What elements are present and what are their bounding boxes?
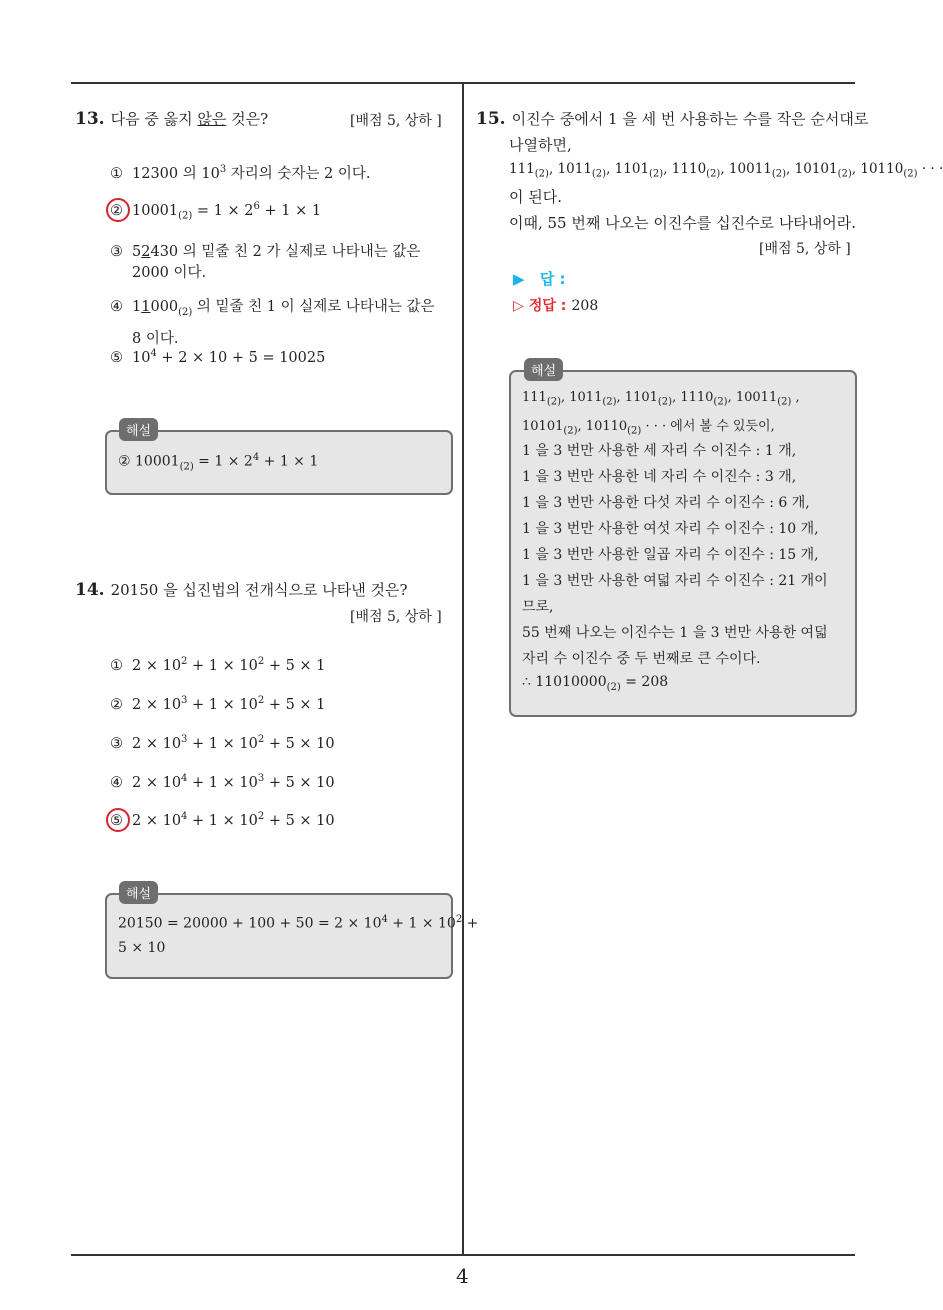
answer-label: 답 : <box>539 270 566 288</box>
q14-option-1[interactable]: ① $2 \times 10^2 + 1 \times 10^2 + 5 \times 1$ <box>110 656 326 674</box>
q15-explanation-line: 1 을 3 번만 사용한 네 자리 수 이진수 : 3 개, <box>522 469 797 485</box>
q15-prompt-line-1: 15. 이진수 중에서 1 을 세 번 사용하는 수를 작은 순서대로 <box>476 109 869 129</box>
q15-explanation-line: 1 을 3 번만 사용한 여섯 자리 수 이진수 : 10 개, <box>522 521 819 537</box>
answer-arrow-icon: ▶ <box>513 270 525 288</box>
q14-option-4[interactable]: ④ $2 \times 10^4 + 1 \times 10^3 + 5 \times 10$ <box>110 773 335 791</box>
q15-explanation-line: 1 을 3 번만 사용한 여덟 자리 수 이진수 : 21 개이 <box>522 573 828 589</box>
q13-explanation-tag: 해설 <box>119 418 158 441</box>
q13-option-2[interactable]: ② $10001_{(2)} = 1 \times 2^6 + 1 \times 1$ <box>110 201 322 222</box>
column-divider <box>462 84 464 1256</box>
correct-value: 208 <box>571 298 599 314</box>
correct-arrow-icon: ▷ <box>513 298 524 314</box>
q14-prompt: 14. 20150 을 십진법의 전개식으로 나타낸 것은? <box>75 580 408 600</box>
q14-selected-circle <box>106 808 130 832</box>
q15-correct-row <box>513 295 598 315</box>
q15-explanation-tag: 해설 <box>524 358 563 381</box>
q15-answer-row[interactable] <box>513 268 566 289</box>
q15-prompt-line-2: 나열하면, <box>509 136 572 154</box>
q14-score: [배점 5, 상하 ] <box>350 609 442 625</box>
q15-explanation-line: 55 번째 나오는 이진수는 1 을 3 번만 사용한 여덟 <box>522 625 828 641</box>
q15-explanation-final: ∴ $11010000_{(2)} = 208$ <box>522 674 669 693</box>
q13-explanation-text: ② $10001_{(2)} = 1 \times 2^4 + 1 \times 1$ <box>118 452 319 473</box>
q15-explanation-line: 1 을 3 번만 사용한 일곱 자리 수 이진수 : 15 개, <box>522 547 819 563</box>
q13-prompt: 13. 다음 중 옳지 않은 것은? <box>75 109 269 129</box>
q14-option-2[interactable]: ② $2 \times 10^3 + 1 \times 10^2 + 5 \times 1$ <box>110 695 326 713</box>
q13-option-3[interactable]: ③ 52430 의 밑줄 친 2 가 실제로 나타내는 값은 2000 이다. <box>110 244 421 281</box>
q14-number: 14. <box>75 580 105 600</box>
q15-explanation-seq-2: $10101_{(2)}$, $10110_{(2)}$ · · · 에서 볼 수 있듯이, <box>522 419 775 437</box>
q14-explanation-tag: 해설 <box>119 881 158 904</box>
q15-score: [배점 5, 상하 ] <box>759 241 851 257</box>
q15-explanation-line: 1 을 3 번만 사용한 세 자리 수 이진수 : 1 개, <box>522 443 797 459</box>
q13-option-1[interactable]: ① 12300 의 $10^3$ 자리의 숫자는 2 이다. <box>110 164 371 182</box>
q14-explanation-line-2: 5 × 10 <box>118 940 166 956</box>
q13-option-4[interactable]: ④ $11000_{(2)}$ 의 밑줄 친 1 이 실제로 나타내는 값은 8 이다. <box>110 299 435 347</box>
q14-option-5[interactable]: ⑤ $2 \times 10^4 + 1 \times 10^2 + 5 \times 10$ <box>110 811 335 829</box>
q13-option-5[interactable]: ⑤ $10^4 + 2 \times 10 + 5 = 10025$ <box>110 348 326 366</box>
q15-explanation-line: 므로, <box>522 599 554 615</box>
q15-number: 15. <box>476 109 506 129</box>
q13-number: 13. <box>75 109 105 129</box>
q13-score: [배점 5, 상하 ] <box>350 113 442 129</box>
q15-sequence: $111_{(2)}$, $1011_{(2)}$, $1101_{(2)}$, $1110_{(2)}$, $10011_{(2)}$, $10101_{(2)}$, $10110_{(2)}$ · · · <box>509 161 943 180</box>
q14-explanation-box <box>105 893 453 979</box>
q15-prompt-line-4: 이 된다. <box>509 188 563 206</box>
q15-explanation-seq-1: $111_{(2)}$, $1011_{(2)}$, $1101_{(2)}$, $1110_{(2)}$, $10011_{(2)}$ , <box>522 390 800 408</box>
q14-explanation-line-1: $20150 = 20000 + 100 + 50 = 2 \times 10^4 + 1 \times 10^2$ + <box>118 914 479 932</box>
page-number: 4 <box>456 1264 469 1288</box>
correct-label: 정답 : <box>528 298 567 314</box>
q13-selected-circle <box>106 198 130 222</box>
q14-option-3[interactable]: ③ $2 \times 10^3 + 1 \times 10^2 + 5 \times 10$ <box>110 734 335 752</box>
q15-prompt-line-5: 이때, 55 번째 나오는 이진수를 십진수로 나타내어라. <box>509 214 857 232</box>
q15-explanation-line: 1 을 3 번만 사용한 다섯 자리 수 이진수 : 6 개, <box>522 495 810 511</box>
q15-explanation-line: 자리 수 이진수 중 두 번째로 큰 수이다. <box>522 651 761 667</box>
